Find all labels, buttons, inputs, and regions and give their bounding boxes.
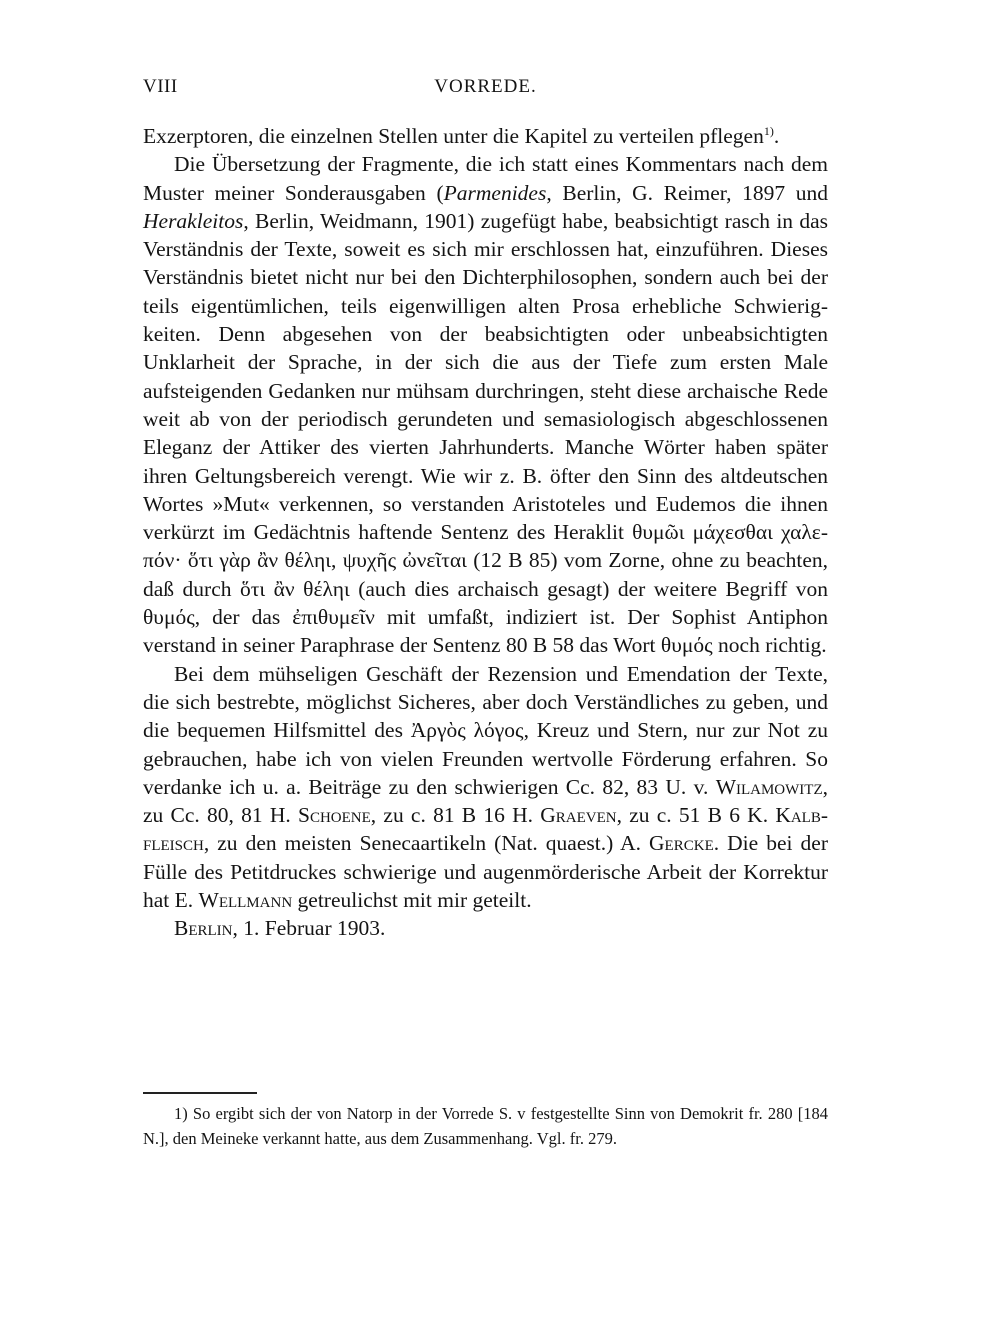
paragraph-1-end: . [773,124,780,148]
name-schoene: Schoene [298,803,371,828]
page-header [143,76,828,100]
footnote: 1) So ergibt sich der von Natorp in der Vorrede S. v festgestellte Sinn von Demokrit fr. 280 [184 N.], den Meineke verkannt hatte, aus dem Zusammenhang. Vgl. fr. 279. [143,1104,828,1148]
paragraph-1-text: Exzerptoren, die einzelnen Stellen unter die Kapitel zu verteilen pflegen [143,124,764,148]
paragraph-3-text-f: . Die bei der Fülle des Petitdruckes schwierige und augenmörderische Arbeit der Korrektur hat E. [143,831,828,913]
name-graeven: Graeven [540,803,617,828]
paragraph-3-text-a: Bei dem mühseligen Geschäft der Rezension und Emendation der Texte, die sich bestrebte, möglichst Sicheres, aber doch Verständliches zu geben, und die bequemen Hilfsmittel des Ἀργὸς λόγος, Kreuz und Stern, nur zur Not zu gebrauchen, habe ich von vielen Freunden wertvolle Förderung erfahren. So verdanke ich u. a. Beiträge zu den schwierigen Cc. 82, 83 U. v. [143,661,828,799]
main-text [143,122,828,943]
name-kalbfleisch: Kalbfleisch [143,803,829,856]
name-wellmann: Wellmann [198,888,293,913]
title-parmenides: Parmenides [443,180,547,205]
paragraph-3-text-g: getreulichst mit mir geteilt. [292,888,532,913]
paragraph-2-text-c: , Berlin, Weidmann, 1901) zugefügt habe, beabsichtigt rasch in das Verständnis der Texte, soweit es sich mir erschlossen hat, einzuführen. Dieses Verständnis bietet nicht nur bei den Dichterphilosophen, sondern auch bei der teils eigentümlichen, teils eigenwilligen alten Prosa erhebliche Schwierigkeiten. Denn abgesehen von der beabsichtigten oder unbeabsichtigten Unklarheit der Sprache, in der sich die aus der Tiefe zum ersten Male aufsteigenden Gedanken nur mühsam durchringen, steht diese archaische Rede weit ab von der periodisch gerundeten und semasiologisch abgeschlossenen Eleganz der Attiker des vierten Jahrhunderts. Manche Wörter haben später ihren Geltungsbereich verengt. Wie wir z. B. öfter den Sinn des altdeutschen Wortes »Mut« verkennen, so verstanden Aristoteles und Eudemos die ihnen verkürzt im Gedächtnis haftende Sentenz des Heraklit θυμῶι μάχεσθαι χαλεπόν· ὅτι γὰρ ἂν θέληι, ψυχῆς ὠνεῖται (12 B 85) vom Zorne, ohne zu beachten, daß durch ὅτι ἂν θέληι (auch dies archaisch gesagt) der weitere Begriff von θυμός, der das ἐπιθυμεῖν mit umfaßt, indiziert ist. Der Sophist Antiphon verstand in seiner Paraphrase der Sentenz 80 B 58 das Wort θυμός noch richtig. [143,208,828,658]
footnote-divider [143,1092,257,1094]
signature-place: Berlin [174,916,233,941]
footnote-reference: 1) [763,123,774,138]
name-gercke: Gercke [649,831,714,856]
page-number: VIII [143,76,178,97]
paragraph-3-text-e: , zu den meisten Senecaartikeln (Nat. quaest.) A. [203,831,650,856]
signature-line [143,914,828,942]
paragraph-3-text-d: , zu c. 51 B 6 K. [616,803,776,828]
running-head: VORREDE. [434,76,537,97]
paragraph-2 [143,150,828,659]
page [143,0,828,1333]
paragraph-1 [143,122,828,150]
name-wilamowitz: Wilamowitz [715,774,823,799]
title-herakleitos: Herakleitos [143,208,244,233]
paragraph-3 [143,660,828,915]
paragraph-3-text-b: , zu Cc. 80, 81 H. [143,774,828,828]
paragraph-2-text-b: , Berlin, G. Reimer, 1897 und [546,180,829,205]
paragraph-3-text-c: , zu c. 81 B 16 H. [370,803,541,828]
signature-date: , 1. Februar 1903. [232,916,386,941]
paragraph-2-text-a: Die Übersetzung der Fragmente, die ich statt eines Kommentars nach dem Muster meiner Sonderausgaben ( [143,152,828,205]
